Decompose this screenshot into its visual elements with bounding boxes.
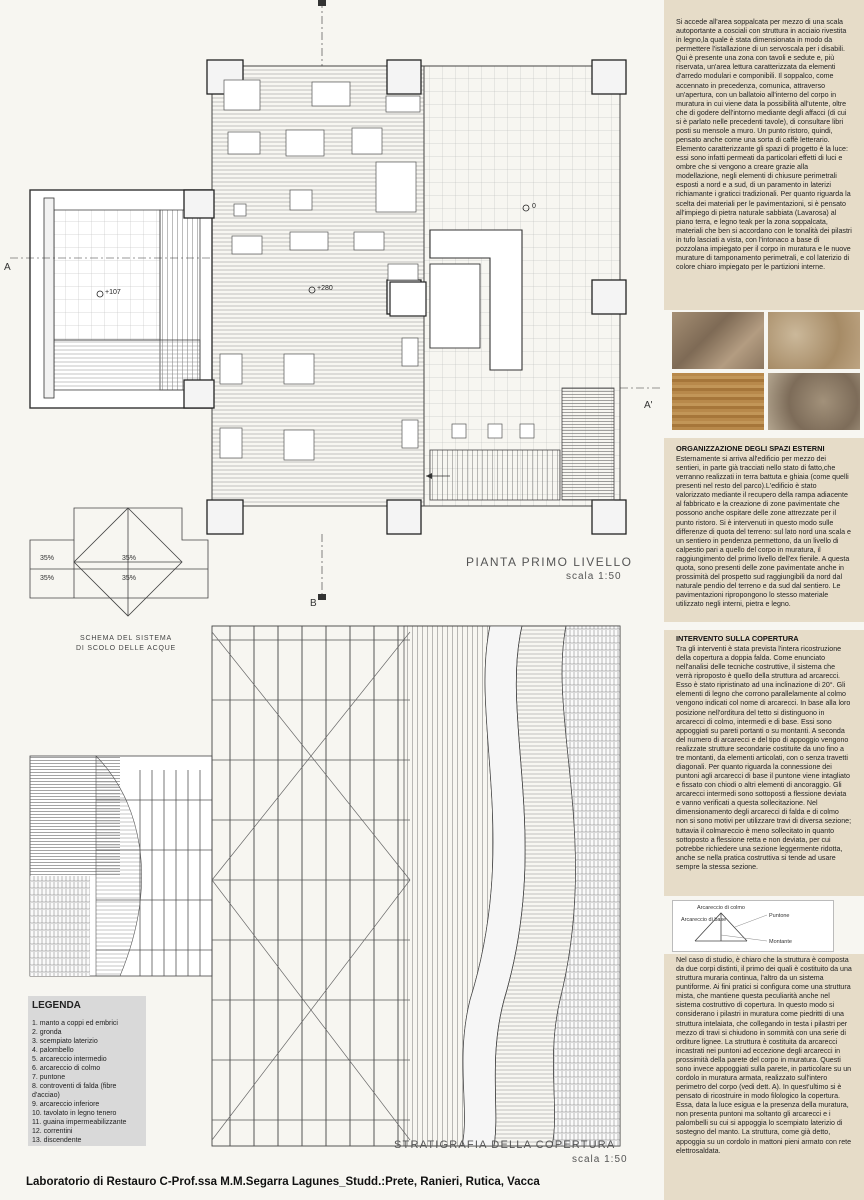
legend-title: LEGENDA (32, 1000, 81, 1011)
text-panel-intro (664, 0, 864, 310)
wind-braces (212, 632, 410, 1140)
legend-item: 8. controventi di falda (fibre d'acciao) (32, 1083, 117, 1099)
external-title: ORGANIZZAZIONE DEGLI SPAZI ESTERNI (676, 444, 825, 453)
kiosk (430, 264, 480, 348)
photo-teak (672, 373, 764, 430)
legend-box (28, 996, 146, 1146)
section-label-a: A (4, 262, 11, 273)
floor-plan (4, 0, 660, 609)
stair (562, 388, 614, 500)
wing-room (54, 210, 160, 340)
truss-mini-diagram (672, 900, 834, 952)
footer-credits: Laboratorio di Restauro C-Prof.ssa M.M.Segarra Lagunes_Studd.:Prete, Ranieri, Rutica, Vacca (26, 1176, 540, 1188)
ramp (430, 450, 560, 500)
slope-label-1: 35% (40, 555, 55, 562)
plan-scale: scala 1:50 (566, 571, 622, 582)
slope-label-2: 35% (122, 555, 137, 562)
legend-item: 7. puntone (32, 1074, 66, 1081)
external-text: Esternamente si arriva all'edificio per mezzo dei sentieri, in parte già tracciati nello stato di fatto,che verranno realizzati in terra battuta e ghiaia (come quelli presenti nel resto del parco).L'edificio è stato valorizzato mediante il recupero della rampa adiacente al fabbricato e la creazione di zone pavimentate che possono anche ospitare delle zone attrezzate per il punto ristoro. Si è intervenuti in questo modo sulle differenze di quota del terreno: sul lato nord una scala e un sentiero in pendenza permettono, da un livello di calpestio pari a quello del corpo in muratura, il raggiungimento del primo livello dell'ex fienile. A questa quota, sono presenti delle zone pavimentate anche in prossimità del prospetto sud raggiungibili da nord dal naturale pendio del terreno e da sud dal sentiero. Le pavimentazioni ripropongono lo stesso materiale utilizzato negli interni, pietra e legno. (676, 455, 851, 609)
legend-item: 11. guaina impermeabilizzante (32, 1119, 127, 1126)
legend-item: 6. arcareccio di colmo (32, 1065, 101, 1072)
legend-list (32, 1019, 142, 1145)
plan-title: PIANTA PRIMO LIVELLO (466, 555, 633, 569)
drainage-schema (30, 508, 208, 616)
roof-scale: scala 1:50 (572, 1154, 628, 1165)
level-marker-1: +107 (105, 289, 121, 296)
roof-section-title: INTERVENTO SULLA COPERTURA (676, 634, 799, 643)
text-panel-roof (664, 630, 864, 896)
photo-plaster (768, 373, 860, 430)
legend-item: 1. manto a coppi ed embrici (32, 1020, 118, 1027)
rafters (230, 626, 398, 1146)
intro-text: Si accede all'area soppalcata per mezzo di una scala autoportante a cosciali con struttura in acciaio rivestita in legno,la quale è stata dimensionata in modo da permettere l'istallazione di un servoscala per i disabili. Qui è presente una zona con tavoli e sedute e, più riservata, un'area lettura caratterizzata da elementi d'arredo modulari e componibili. Il soppalco, come accennato in precedenza, comunica, attraverso un'apertura, con un ballatoio all'interno del corpo in muratura in cui viene data la possibilità all'utente, oltre che di godere dell'intorno mediante degli affacci (di cui si è parlato nelle precedenti tavole), di consultare libri posti su mensole a muro. Un punto ristoro, quindi, pensato anche come una sorta di caffè letterario. Elemento caratterizzante gli spazi di progetto è la luce: essi sono infatti permeati da particolari effetti di luci e ombre che si vengono a creare grazie alla modellazione, negli elementi di chiusure perimetrali esposti a nord e a sud, di un paramento in laterizi richiamante i graticci tradizionali. Per quanto riguarda la scelta dei materiali per le pavimentazioni, si è pensato all'impiego di pietra naturale sabbiata (Lavarosa) al piano terra, e legno teak per la zona soppalcata, materiali che ben si accordano con le tonalità dei pilastri in tufo lasciati a vista, con l'intonaco a base di pozzolana impiegato per il corpo in muratura e le nuove murature di tamponamento perimetrali, e col laterizio di colore chiaro impiegato per le partizioni interne. (676, 18, 852, 272)
roof-text: Tra gli interventi è stata prevista l'intera ricostruzione della copertura a doppia falda. Come enunciato nell'analisi delle tecniche costruttive, il sistema che verrà riproposto è quello della struttura ad arcarecci. Esso è stato ripristinato ad una inclinazione di 20°. Gli elementi di legno che corrono parallelamente al colmo vengono indicati col nome di arcarecci. In base alla loro posizione nell'orditura del tetto si distinguono in arcarecci di colmo, intermedi e di base. Essi sono appoggiati su pareti portanti o su montanti. A seconda del numero di arcarecci e del tipo di appoggio vengono realizzate strutture secondarie costituite da uno fino a tre montanti, da elementi articolati, con o senza travetti diagonali. Per quanto riguarda la connessione dei puntoni agli arcarecci di base il puntone viene intagliato e fissato con chiodi o altri elementi di ancoraggio. Gli arcarecci intermedi sono sottoposti a flessione deviata e vanno verificati a questa sollecitazione. Nel dimensionamento degli arcarecci di falda e di colmo non si sono motivi per utilizzare travi di diversa sezione; tuttavia il colmareccio è meno sollecitato in quanto sottoposto a flessione retta e non deviata, per cui potrebbe richiedere una sezione leggermente ridotta, anche se nella pratica costruttiva si tende ad usare sempre la stessa sezione. (676, 645, 852, 871)
photo-lavarosa (768, 312, 860, 369)
mini-label-colmo: Arcareccio di colmo (697, 905, 745, 911)
mini-label-montante: Montante (769, 939, 792, 945)
drainage-slopes (40, 555, 136, 582)
material-photos (672, 312, 860, 430)
structure-text: Nel caso di studio, è chiaro che la struttura è composta da due corpi distinti, il primo dei quali è costituito da una struttura muraria continua, l'altro da un sistema puntiforme. Ai fini pratici si configura come una struttura mista, che mantiene questa peculiarità anche nel sistema costruttivo di copertura. In questo modo si considerano i pilastri in muratura come piedritti di una struttura intelaiata, che collegando in testa i pilastri per mezzo di travi si chiudono in sommità con una serie di orditure lignee. La struttura è costituita da arcarecci incastrati nei puntoni ad eccezione degli arcarecci in prossimità della parete del corpo in muratura. Questi sono invece appoggiati sulla parete, in particolare su un cordolo in muratura armata, realizzato sull'intero perimetro del corpo (vedi dett. A). In quest'ultimo si è pensato di ricostruire in modo filologico la copertura. Essa, data la luce esigua e la presenza della muratura, non presenta puntoni ma soltanto gli arcarecci e i palombelli su cui si appoggia lo scempiato laterizio di sostegno del manto. La struttura, come già detto, appoggia su un cordolo in mattoni pieni armato con rete elettrosaldata. (676, 956, 852, 1155)
section-label-b: B (310, 598, 317, 609)
legend-item: 2. gronda (32, 1029, 62, 1036)
mini-label-base: Arcareccio di base (681, 917, 727, 923)
text-panel-external (664, 438, 864, 622)
legend-item: 12. correntini (32, 1128, 73, 1135)
level-marker-3: 0 (532, 203, 536, 210)
legend-item: 10. tavolato in legno tenero (32, 1110, 117, 1117)
slope-label-3: 35% (40, 575, 55, 582)
drainage-title-1: SCHEMA DEL SISTEMA (80, 635, 172, 642)
legend-item: 13. discendente (32, 1137, 82, 1144)
photo-tuff (672, 312, 764, 369)
legend-item: 4. palombello (32, 1047, 74, 1054)
drainage-title-2: DI SCOLO DELLE ACQUE (76, 645, 177, 652)
roof-title: STRATIGRAFIA DELLA COPERTURA (394, 1139, 616, 1151)
section-label-a-prime: A' (644, 400, 653, 411)
mini-label-puntone: Puntone (769, 913, 790, 919)
legend-item: 3. scempiato laterizio (32, 1038, 98, 1045)
text-panel-structure (664, 954, 864, 1200)
wing-corridor (54, 340, 200, 390)
level-marker-2: +280 (317, 285, 333, 292)
legend-item: 9. arcareccio inferiore (32, 1101, 100, 1108)
legend-item: 5. arcareccio intermedio (32, 1056, 107, 1063)
slope-label-4: 35% (122, 575, 137, 582)
